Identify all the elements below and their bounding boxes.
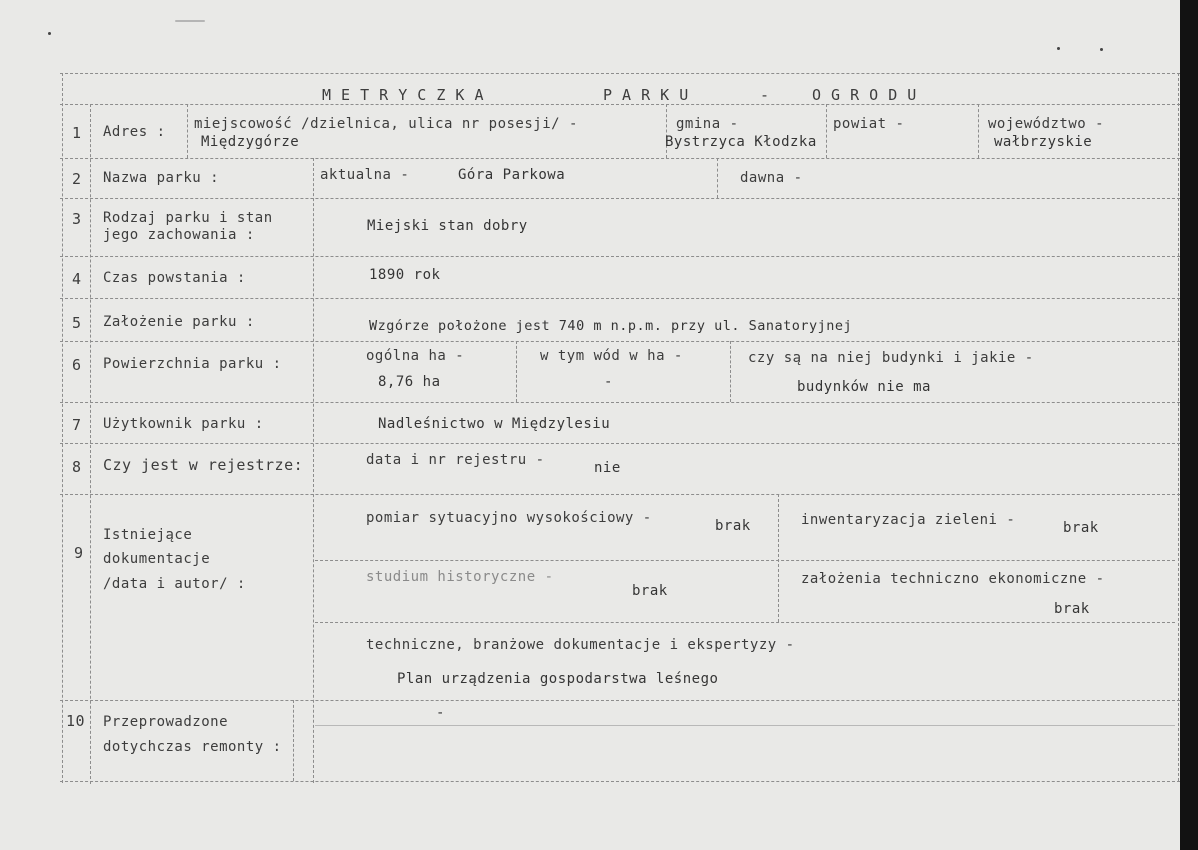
row-number: 7 (72, 416, 82, 434)
row-number: 9 (74, 544, 84, 562)
locality-value: Międzygórze (201, 134, 300, 150)
commune-header: gmina - (676, 116, 739, 132)
scan-edge (1180, 0, 1198, 850)
documentation-label-cont: dokumentacje (103, 551, 211, 567)
row-number: 2 (72, 170, 82, 188)
scan-smudge (175, 20, 205, 22)
current-name-label: aktualna - (320, 167, 410, 183)
renovations-label-cont: dotychczas remonty : (103, 739, 282, 755)
row-number: 5 (72, 314, 82, 332)
row-number: 8 (72, 458, 82, 476)
creation-time-value: 1890 rok (369, 267, 441, 283)
former-name-label: dawna - (740, 170, 803, 186)
total-area-header: ogólna ha - (366, 348, 465, 364)
buildings-value: budynków nie ma (797, 379, 931, 395)
title-parku: P A R K U (603, 86, 689, 104)
locality-header: miejscowość /dzielnica, ulica nr posesji/ - (194, 116, 578, 132)
register-date-header: data i nr rejestru - (366, 452, 545, 468)
park-area-label: Powierzchnia parku : (103, 356, 282, 372)
creation-time-label: Czas powstania : (103, 270, 246, 286)
register-label: Czy jest w rejestrze: (103, 456, 304, 474)
title-ogrodu: O G R O D U (812, 86, 917, 104)
buildings-header: czy są na niej budynki i jakie - (748, 350, 1034, 366)
park-type-label: Rodzaj parku i stan (103, 210, 273, 226)
renovations-label: Przeprowadzone (103, 714, 229, 730)
greenery-inventory-value: brak (1063, 520, 1099, 536)
voivodeship-value: wałbrzyskie (994, 134, 1093, 150)
greenery-inventory-header: inwentaryzacja zieleni - (801, 512, 1016, 528)
park-type-label-cont: jego zachowania : (103, 227, 255, 243)
water-area-header: w tym wód w ha - (540, 348, 683, 364)
technical-docs-value: Plan urządzenia gospodarstwa leśnego (397, 671, 719, 687)
technical-docs-header: techniczne, branżowe dokumentacje i ekspertyzy - (366, 637, 795, 653)
row-number: 4 (72, 270, 82, 288)
water-area-value: - (604, 374, 613, 390)
row-number: 10 (66, 712, 86, 730)
documentation-label-author: /data i autor/ : (103, 576, 246, 592)
park-type-value: Miejski stan dobry (367, 218, 528, 234)
row-number: 6 (72, 356, 82, 374)
row-number: 1 (72, 124, 82, 142)
total-area-value: 8,76 ha (378, 374, 441, 390)
techno-economic-header: założenia techniczno ekonomiczne - (801, 571, 1105, 587)
scan-speck (1100, 48, 1103, 51)
row-number: 3 (72, 210, 82, 228)
title-metryczka: M E T R Y C Z K A (322, 86, 485, 104)
voivodeship-header: województwo - (988, 116, 1105, 132)
scan-speck (48, 32, 51, 35)
historical-study-header: studium historyczne - (366, 569, 554, 585)
renovations-value: - (436, 705, 445, 721)
district-header: powiat - (833, 116, 905, 132)
historical-study-value: brak (632, 583, 668, 599)
survey-value: brak (715, 518, 751, 534)
documentation-label: Istniejące (103, 527, 193, 543)
register-value: nie (594, 460, 621, 476)
scan-speck (1057, 47, 1060, 50)
park-name-label: Nazwa parku : (103, 170, 220, 186)
title-dash: - (760, 86, 770, 104)
techno-economic-value: brak (1054, 601, 1090, 617)
park-user-label: Użytkownik parku : (103, 416, 264, 432)
park-layout-label: Założenie parku : (103, 314, 255, 330)
park-user-value: Nadleśnictwo w Międzylesiu (378, 416, 611, 432)
commune-value: Bystrzyca Kłodzka (665, 134, 817, 150)
current-name-value: Góra Parkowa (458, 167, 566, 183)
address-label: Adres : (103, 124, 166, 140)
survey-header: pomiar sytuacyjno wysokościowy - (366, 510, 652, 526)
park-layout-value: Wzgórze położone jest 740 m n.p.m. przy ul. Sanatoryjnej (369, 318, 853, 334)
